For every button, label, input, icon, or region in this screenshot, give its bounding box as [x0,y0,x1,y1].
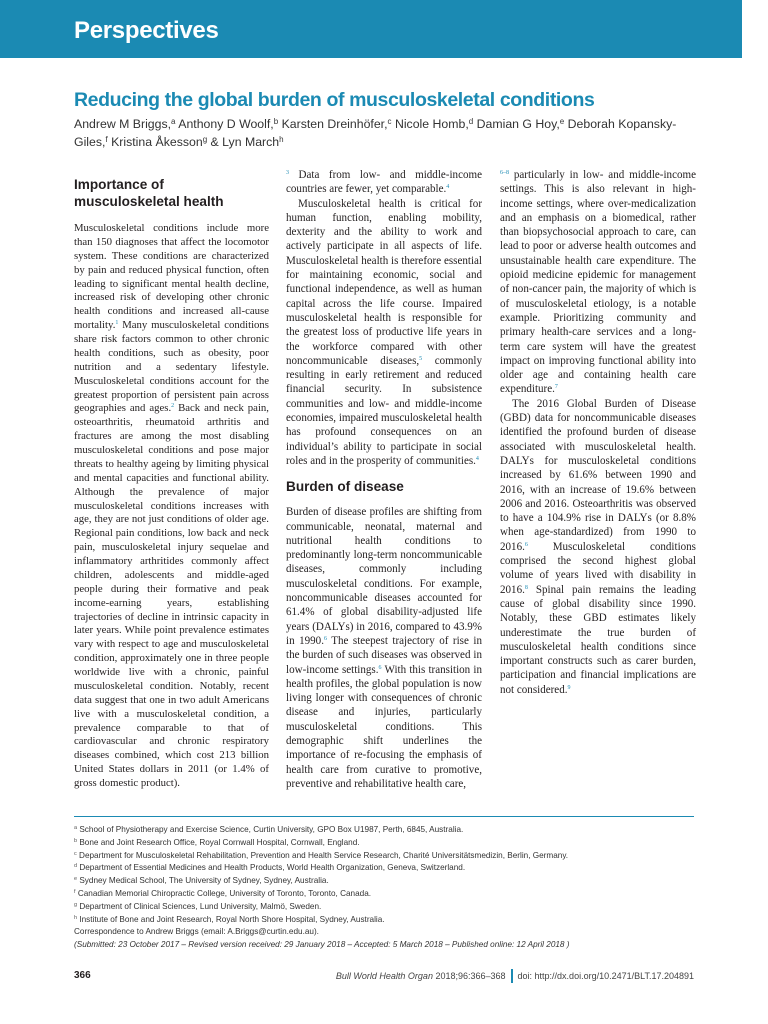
section-heading-importance: Importance of musculoskeletal health [74,177,224,209]
author-name: Andrew M Briggs, [74,117,172,131]
reference-mark: 4 [446,184,450,191]
affiliation-text: Department of Essential Medicines and Health Products, World Health Organization, Geneva, Switzerland. [79,863,466,873]
reference-mark: 9 [567,684,571,691]
affiliation-mark: f [74,888,76,895]
text-run: commonly resulting in early retirement and reduced financial security. In subsistence communities and low- and middle-income economies, impaired musculoskeletal health has profound consequences on an individual’s ability to participate in social roles and in the prosperity of communities. [286,354,482,467]
reference-mark: 6 [378,664,382,671]
affiliation-mark: g [74,901,78,908]
author-name: Damian G Hoy, [473,117,560,131]
affiliation-mark: b [74,837,78,844]
affiliation-mark: a [74,825,78,831]
reference-mark: 3 [286,170,289,176]
text-run: The steepest trajectory of rise in the burden of such diseases was observed in low-income settings. [286,634,482,676]
section-heading-burden: Burden of disease [286,479,404,495]
journal-name: Bull World Health Organ [335,971,433,981]
text-run: Spinal pain remains the leading cause of global disability since 1990. Notably, these GBD estimates likely underestimate the true burden of musculoskeletal health conditions since important constructs such as carer burden, participation and financial implications are not considered. [500,583,696,696]
text-run: Musculoskeletal health is critical for human function, enabling mobility, dexterity and the ability to work and actively participate in all aspects of life. Musculoskeletal health is therefore essential for maintaining economic, social and functional independence, as well as human capital across the life course. Impaired musculoskeletal health is responsible for the greatest loss of productive life years in the workforce compared with other noncommunicable diseases, [286,197,482,367]
affiliation-note [74,875,714,888]
doi-link[interactable]: doi: http://dx.doi.org/10.2471/BLT.17.204891 [517,971,694,981]
page-number: 366 [74,970,91,981]
body-text-column-2b [286,505,482,791]
text-run: particularly in low- and middle-income settings. This is also relevant in high-income settings, where over-medicalization and an emphasis on a biomedical, rather than biopsychosocial approach to care, can lead to poor or adverse health outcomes and unsustainable health care expenditure. The opioid medicine epidemic for management of non-cancer pain, the majority of which is of musculoskeletal etiology, is a notable example. Prioritizing community and primary health-care services and a long-term care system will have the greatest impact on improving functional ability into older age and containing health care expenditure. [500,169,696,396]
paragraph [74,222,269,791]
body-text-column-1 [74,222,269,791]
reference-mark: 6–8 [500,170,509,176]
author-name: Nicole Homb, [391,117,469,131]
paragraph [500,168,696,397]
affiliation-mark: c [387,117,392,126]
affiliation-text: Sydney Medical School, The University of Sydney, Sydney, Australia. [79,876,329,886]
paragraph [286,197,482,469]
body-text-column-2a [286,168,482,468]
affiliation-text: Institute of Bone and Joint Research, Royal North Shore Hospital, Sydney, Australia. [79,914,385,924]
text-run: Musculoskeletal conditions comprised the second highest global volume of years lived with disability in 2016. [500,540,696,596]
affiliation-note [74,888,714,901]
affiliation-mark: h [279,135,284,144]
text-run: Burden of disease profiles are shifting from communicable, neonatal, maternal and nutritional health conditions to predominantly long-term noncommunicable diseases, commonly including musculoskeletal conditions. For example, noncommunicable diseases accounted for 61.4% of global disability-adjusted life years (DALYs) in 2016, compared to 43.9% in 1990. [286,506,482,647]
affiliation-mark: c [74,850,77,857]
citation-footer [336,969,694,983]
author-name: & Lyn March [207,135,280,149]
section-title: Perspectives [74,17,219,44]
affiliation-text: Department of Clinical Sciences, Lund University, Malmö, Sweden. [79,901,322,911]
author-name: Kristina Åkesson [107,135,203,149]
author-name: Anthony D Woolf, [175,117,274,131]
text-run: The 2016 Global Burden of Disease (GBD) data for noncommunicable diseases identified the profound burden of disease associated with musculoskeletal health. DALYs for musculoskeletal conditions increased by 61.6% between 1990 and 2016, with an increase of 19.6% between 2006 and 2016. Osteoarthritis was observed to have a 104.9% rise in DALYs (or 8.8% when age-standardized) from 1990 to 2016. [500,397,696,553]
affiliation-mark: f [105,135,108,144]
text-run: Musculoskeletal conditions include more than 150 diagnoses that affect the locomotor system. These conditions are characterized by pain and reduced physical function, often leading to significant mental health decline, increased risk of developing other chronic health conditions and increased all-cause mortality. [74,222,269,332]
reference-mark: 4 [475,455,479,462]
affiliation-mark: g [202,135,208,144]
article-title: Reducing the global burden of musculoskeletal conditions [74,89,595,111]
correspondence: Correspondence to Andrew Briggs (email: A.Briggs@curtin.edu.au). [74,927,319,937]
body-text-column-3 [500,168,696,697]
reference-mark: 1 [115,320,119,327]
section-header-bar [0,0,742,58]
text-run: With this transition in health profiles, the global population is now living longer with consequences of chronic disease and injuries, particularly musculoskeletal conditions. This demographic shift underlines the importance of re-focusing the emphasis of health care from curative to promotive, preventive and rehabilitative health care, [286,663,482,790]
submission-dates: (Submitted: 23 October 2017 – Revised version received: 29 January 2018 – Accepted: 5 March 2018 – Published online: 12 April 2018 ) [74,940,570,950]
text-run: Back and neck pain, osteoarthritis, rheumatoid arthritis and fractures are among the most disabling musculoskeletal conditions and pose major threats to healthy ageing by limiting physical and mental capacities and functional ability. Although the prevalence of major musculoskeletal conditions increases with age, they are not just conditions of older age. Regional pain conditions, low back and neck pain, musculoskeletal injury sequelae and inflammatory arthritides commonly affect children, adolescents and middle-aged people during their formative and peak income-earning years, establishing trajectories of decline in intrinsic capacity in later years. While point prevalence estimates vary with respect to age and musculoskeletal condition, approximately one in three people worldwide live with a chronic, painful musculoskeletal condition. Notably, recent data suggest that one in two adult Americans live with a musculoskeletal condition, a prevalence comparable to that of cardiovascular and chronic respiratory diseases combined, which cost 213 billion United States dollars in 2011 (or 1.4% of gross domestic product). [74,402,269,789]
reference-mark: 5 [419,355,423,362]
affiliation-mark: d [74,863,78,870]
column-3 [500,168,696,697]
affiliation-mark: e [74,876,78,883]
column-1 [74,176,269,791]
affiliation-note [74,862,714,875]
author-list [74,115,694,151]
paragraph [286,168,482,197]
reference-mark: 6 [323,635,327,642]
reference-mark: 7 [554,384,558,391]
footnote-divider [74,816,694,817]
paragraph [500,397,696,697]
affiliation-mark: e [559,117,565,126]
reference-mark: 6 [524,541,528,548]
reference-mark: 8 [524,584,528,591]
author-name: Deborah Kopansky-Giles, [74,117,677,149]
affiliation-mark: a [171,117,176,126]
text-run: Data from low- and middle-income countries are fewer, yet comparable. [286,169,482,196]
author-name: Karsten Dreinhöfer, [278,117,388,131]
affiliation-list [74,824,714,926]
affiliation-text: School of Physiotherapy and Exercise Science, Curtin University, GPO Box U1987, Perth, 6845, Australia. [79,825,464,834]
affiliation-text: Department for Musculoskeletal Rehabilitation, Prevention and Health Service Research, Charité Universitätsmedizin, Berlin, Germany. [79,850,569,860]
text-run: Many musculoskeletal conditions share risk factors common to other chronic health conditions, such as obesity, poor nutrition and a sedentary lifestyle. Musculoskeletal conditions account for the greatest proportion of persistent pain across geographies and ages. [74,319,269,415]
reference-mark: 2 [171,403,175,410]
affiliation-text: Canadian Memorial Chiropractic College, University of Toronto, Toronto, Canada. [77,888,372,898]
footnotes [74,824,714,952]
affiliation-mark: d [468,117,474,126]
column-2 [286,168,482,791]
journal-citation: 2018;96:366–368 [432,971,506,981]
paragraph [286,505,482,791]
affiliation-text: Bone and Joint Research Office, Royal Cornwall Hospital, Cornwall, England. [79,837,360,847]
affiliation-mark: b [273,117,279,126]
affiliation-note [74,850,714,863]
affiliation-note [74,914,714,927]
affiliation-note [74,824,714,837]
header-tab-notch [742,0,768,58]
affiliation-mark: h [74,914,78,921]
affiliation-note [74,901,714,914]
affiliation-note [74,837,714,850]
footer-divider [511,969,513,983]
